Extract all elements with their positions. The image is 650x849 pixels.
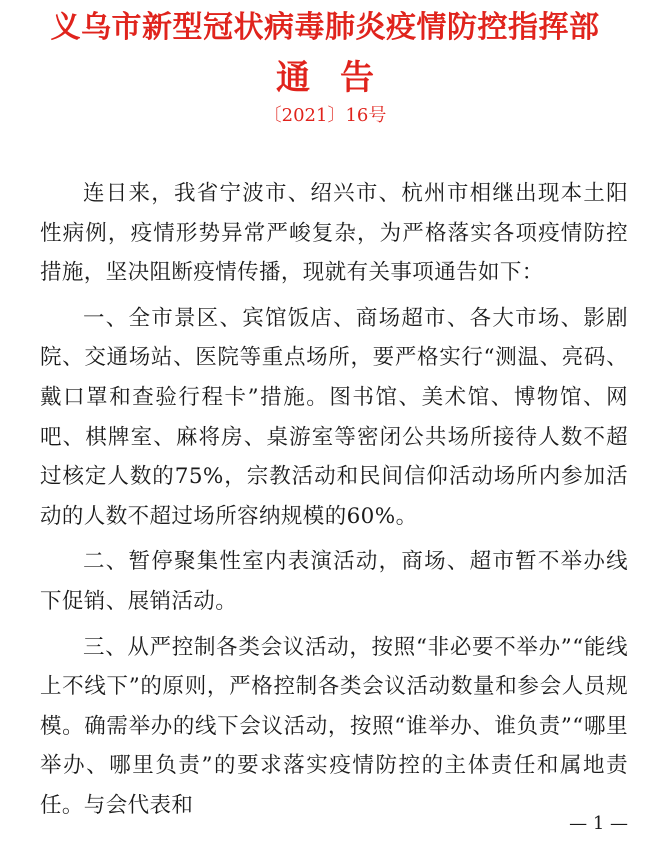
item-two-paragraph: 二、暂停聚集性室内表演活动，商场、超市暂不举办线下促销、展销活动。 xyxy=(40,549,628,614)
document-number: 〔2021〕16号 xyxy=(263,105,387,126)
item-three-paragraph: 三、从严控制各类会议活动，按照“非必要不举办”“能线上不线下”的原则，严格控制各类会议活动数量和参会人员规模。确需举办的线下会议活动，按照“谁举办、谁负责”“哪里举办、哪里负责”的要求落实疫情防控的主体责任和属地责任。与会代表和 xyxy=(40,634,628,818)
document-type-heading: 通告 xyxy=(276,58,404,98)
notice-body xyxy=(40,174,628,832)
issuing-organization-title: 义乌市新型冠状病毒肺炎疫情防控指挥部 xyxy=(50,10,600,45)
item-one-paragraph: 一、全市景区、宾馆饭店、商场超市、各大市场、影剧院、交通场站、医院等重点场所，要严格实行“测温、亮码、戴口罩和查验行程卡”措施。图书馆、美术馆、博物馆、网吧、棋牌室、麻将房、桌游室等密闭公共场所接待人数不超过核定人数的75%，宗教活动和民间信仰活动场所内参加活动的人数不超过场所容纳规模的60%。 xyxy=(40,305,628,529)
page-number: — 1 — xyxy=(569,813,628,834)
intro-paragraph: 连日来，我省宁波市、绍兴市、杭州市相继出现本土阳性病例，疫情形势异常严峻复杂，为严格落实各项疫情防控措施，坚决阻断疫情传播，现就有关事项通告如下： xyxy=(40,181,628,286)
